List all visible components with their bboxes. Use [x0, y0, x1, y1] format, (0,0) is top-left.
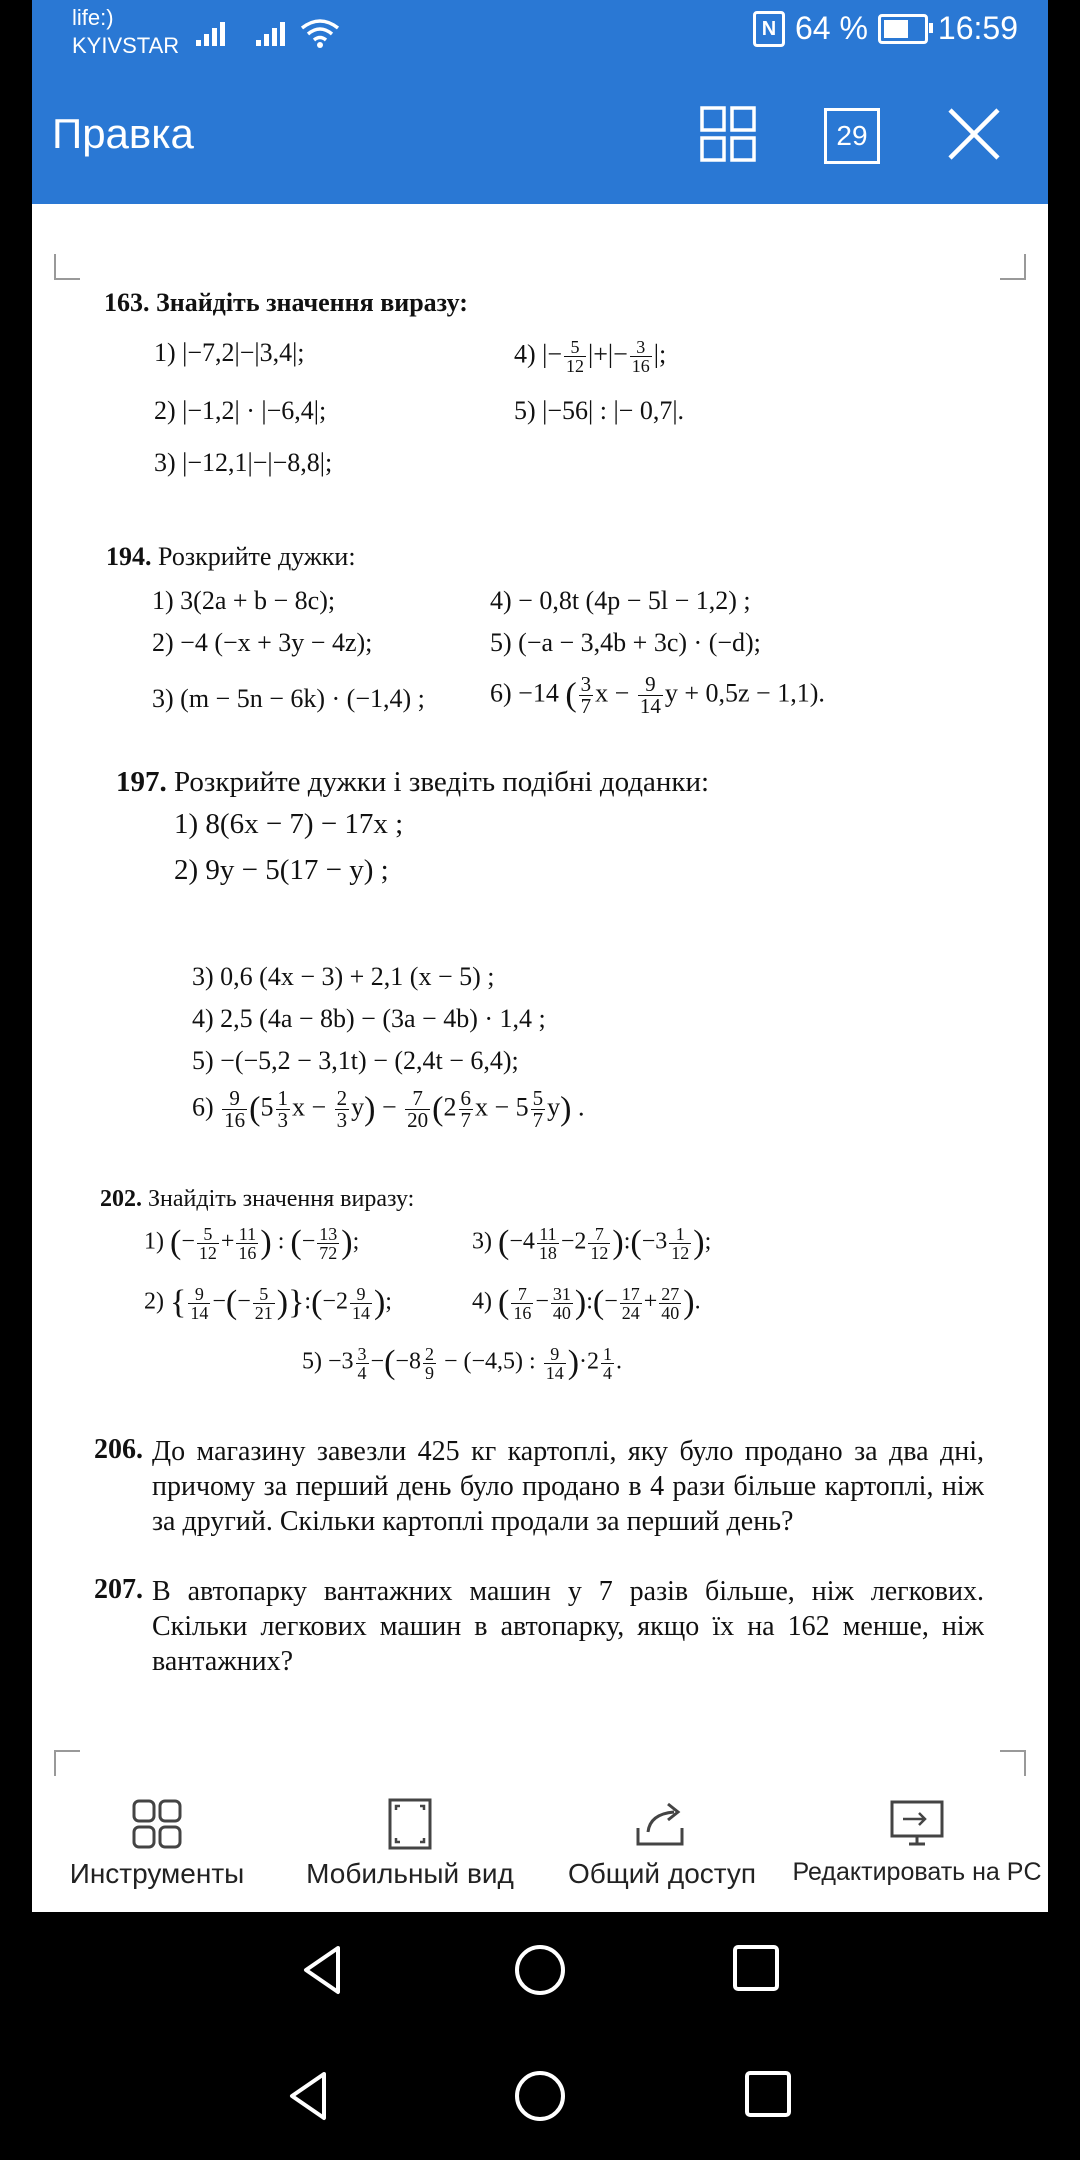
tools-label: Инструменты	[69, 1858, 245, 1889]
problem-number: 197.	[116, 766, 167, 798]
p163-item-4: 4) |− $\frac{5}{12}$ |+|− $\frac{3}{16}$ |;	[514, 337, 667, 376]
mobile-view-icon	[387, 1798, 433, 1850]
problem-title: Розкрийте дужки і зведіть подібні доданки:	[174, 766, 710, 798]
p202-item-3: 3) (−4 $\frac{11}{18}$ −2 $\frac{7}{12}$ ):(−3 $\frac{1}{12}$ );	[472, 1223, 712, 1263]
problem-number: 194.	[106, 542, 152, 571]
problem-title: Знайдіть значення виразу:	[148, 1186, 415, 1212]
battery-fill	[884, 20, 908, 38]
problem-207-number: 207.	[94, 1574, 143, 1605]
share-icon	[634, 1798, 690, 1850]
back-icon[interactable]	[298, 1942, 346, 1998]
top-toolbar	[32, 68, 1048, 204]
bottom-action-bar	[32, 1776, 1048, 1912]
crop-mark	[1000, 254, 1026, 280]
carrier-line2: KYIVSTAR	[72, 33, 180, 58]
p163-item-3: 3) |−12,1|−|−8,8|;	[154, 448, 333, 477]
home-icon[interactable]	[512, 2068, 568, 2124]
grid-icon[interactable]	[698, 104, 758, 164]
crop-mark	[54, 1750, 80, 1776]
mobile-view-button[interactable]	[290, 1776, 530, 1912]
app-screen	[32, 0, 1048, 1912]
tools-icon	[131, 1798, 183, 1850]
p197-item-2: 2) 9y − 5(17 − y) ;	[174, 854, 389, 886]
p163-item-5: 5) |−56| : |− 0,7|.	[514, 396, 685, 425]
problem-194-heading	[106, 542, 356, 572]
close-icon[interactable]	[944, 104, 1004, 164]
p194-item-1: 1) 3(2a + b − 8c);	[152, 586, 336, 615]
problem-206-number: 206.	[94, 1434, 143, 1465]
problem-title: Розкрийте дужки:	[158, 542, 356, 571]
crop-mark	[1000, 1750, 1026, 1776]
p197-item-5: 5) −(−5,2 − 3,1t) − (2,4t − 6,4);	[192, 1046, 519, 1075]
status-right	[753, 10, 1018, 47]
recents-icon[interactable]	[730, 1942, 782, 1994]
problem-title: Знайдіть значення виразу:	[156, 288, 468, 317]
p202-item-2: 2) { $\frac{9}{14}$ −(− $\frac{5}{21}$ )}:(−2 $\frac{9}{14}$ );	[144, 1283, 392, 1323]
carrier-info	[72, 4, 179, 60]
p202-item-5: 5) −3 $\frac{3}{4}$ −(−8 $\frac{2}{9}$ − (−4,5) : $\frac{9}{14}$ )·2 $\frac{1}{4}$ .	[302, 1343, 623, 1383]
battery-percent: 64 %	[794, 10, 868, 46]
back-icon[interactable]	[284, 2068, 332, 2124]
status-bar	[32, 0, 1048, 68]
p194-item-4: 4) − 0,8t (4p − 5l − 1,2) ;	[490, 586, 751, 615]
carrier-line1: life:)	[72, 5, 114, 30]
problem-number: 163.	[104, 288, 150, 317]
home-icon[interactable]	[512, 1942, 568, 1998]
nfc-icon: N	[753, 11, 785, 47]
clock: 16:59	[937, 10, 1018, 46]
p197-item-3: 3) 0,6 (4x − 3) + 2,1 (x − 5) ;	[192, 962, 495, 991]
p202-item-4: 4) ( $\frac{7}{16}$ − $\frac{31}{40}$ ):(− $\frac{17}{24}$ + $\frac{27}{40}$ ).	[472, 1283, 701, 1323]
page-count-badge[interactable]: 29	[824, 108, 880, 164]
crop-mark	[54, 254, 80, 280]
signal-icon-1	[194, 18, 230, 48]
p194-item-2: 2) −4 (−x + 3y − 4z);	[152, 628, 373, 657]
monitor-icon	[889, 1798, 945, 1850]
document-page[interactable]	[32, 204, 1048, 1776]
p202-item-1: 1) (− $\frac{5}{12}$ + $\frac{11}{16}$ ) : (− $\frac{13}{72}$ );	[144, 1223, 360, 1263]
wifi-icon	[300, 18, 340, 50]
share-button[interactable]	[552, 1776, 772, 1912]
p194-item-6: 6) −14 ( $\frac{3}{7}$ x − $\frac{9}{14}$ y + 0,5z − 1,1).	[490, 672, 825, 718]
p197-item-4: 4) 2,5 (4a − 8b) − (3a − 4b) · 1,4 ;	[192, 1004, 546, 1033]
navigation-bar	[0, 1912, 1080, 2032]
share-label: Общий доступ	[567, 1858, 757, 1889]
tools-button[interactable]	[42, 1776, 272, 1912]
problem-202-heading	[100, 1186, 414, 1213]
toolbar-title[interactable]: Правка	[52, 110, 194, 157]
edit-on-pc-label: Редактировать на PC	[792, 1858, 1042, 1886]
signal-icon-2	[254, 18, 290, 48]
problem-206-text: До магазину завезли 425 кг картоплі, яку було продано за два дні, причому за перший день було продано в 4 рази більше картоплі, ніж за другий. Скільки картоплі продали за перший день?	[152, 1436, 984, 1537]
edit-on-pc-button[interactable]	[788, 1776, 1046, 1912]
p163-item-2: 2) |−1,2| · |−6,4|;	[154, 396, 327, 425]
problem-163-heading	[104, 288, 468, 318]
problem-number: 202.	[100, 1186, 142, 1212]
p194-item-3: 3) (m − 5n − 6k) · (−1,4) ;	[152, 684, 425, 713]
battery-icon	[878, 14, 928, 44]
problem-197-heading	[116, 766, 709, 799]
p197-item-6: 6) $\frac{9}{16}$ (5 $\frac{1}{3}$ x − $\frac{2}{3}$ y) − $\frac{7}{20}$ (2 $\frac{6}{7}$ x − 5 $\frac{5}{7}$ y) .	[192, 1086, 585, 1132]
mobile-view-label: Мобильный вид	[306, 1858, 514, 1889]
problem-207-text: В автопарку вантажних машин у 7 разів більше, ніж легкових. Скільки легкових машин в автопарку, якщо їх на 162 менше, ніж вантажних?	[152, 1576, 984, 1677]
p163-item-1: 1) |−7,2|−|3,4|;	[154, 338, 305, 367]
p194-item-5: 5) (−a − 3,4b + 3c) · (−d);	[490, 628, 761, 657]
recents-icon[interactable]	[742, 2068, 794, 2120]
navigation-bar-secondary	[0, 2032, 1080, 2152]
p197-item-1: 1) 8(6x − 7) − 17x ;	[174, 808, 404, 840]
